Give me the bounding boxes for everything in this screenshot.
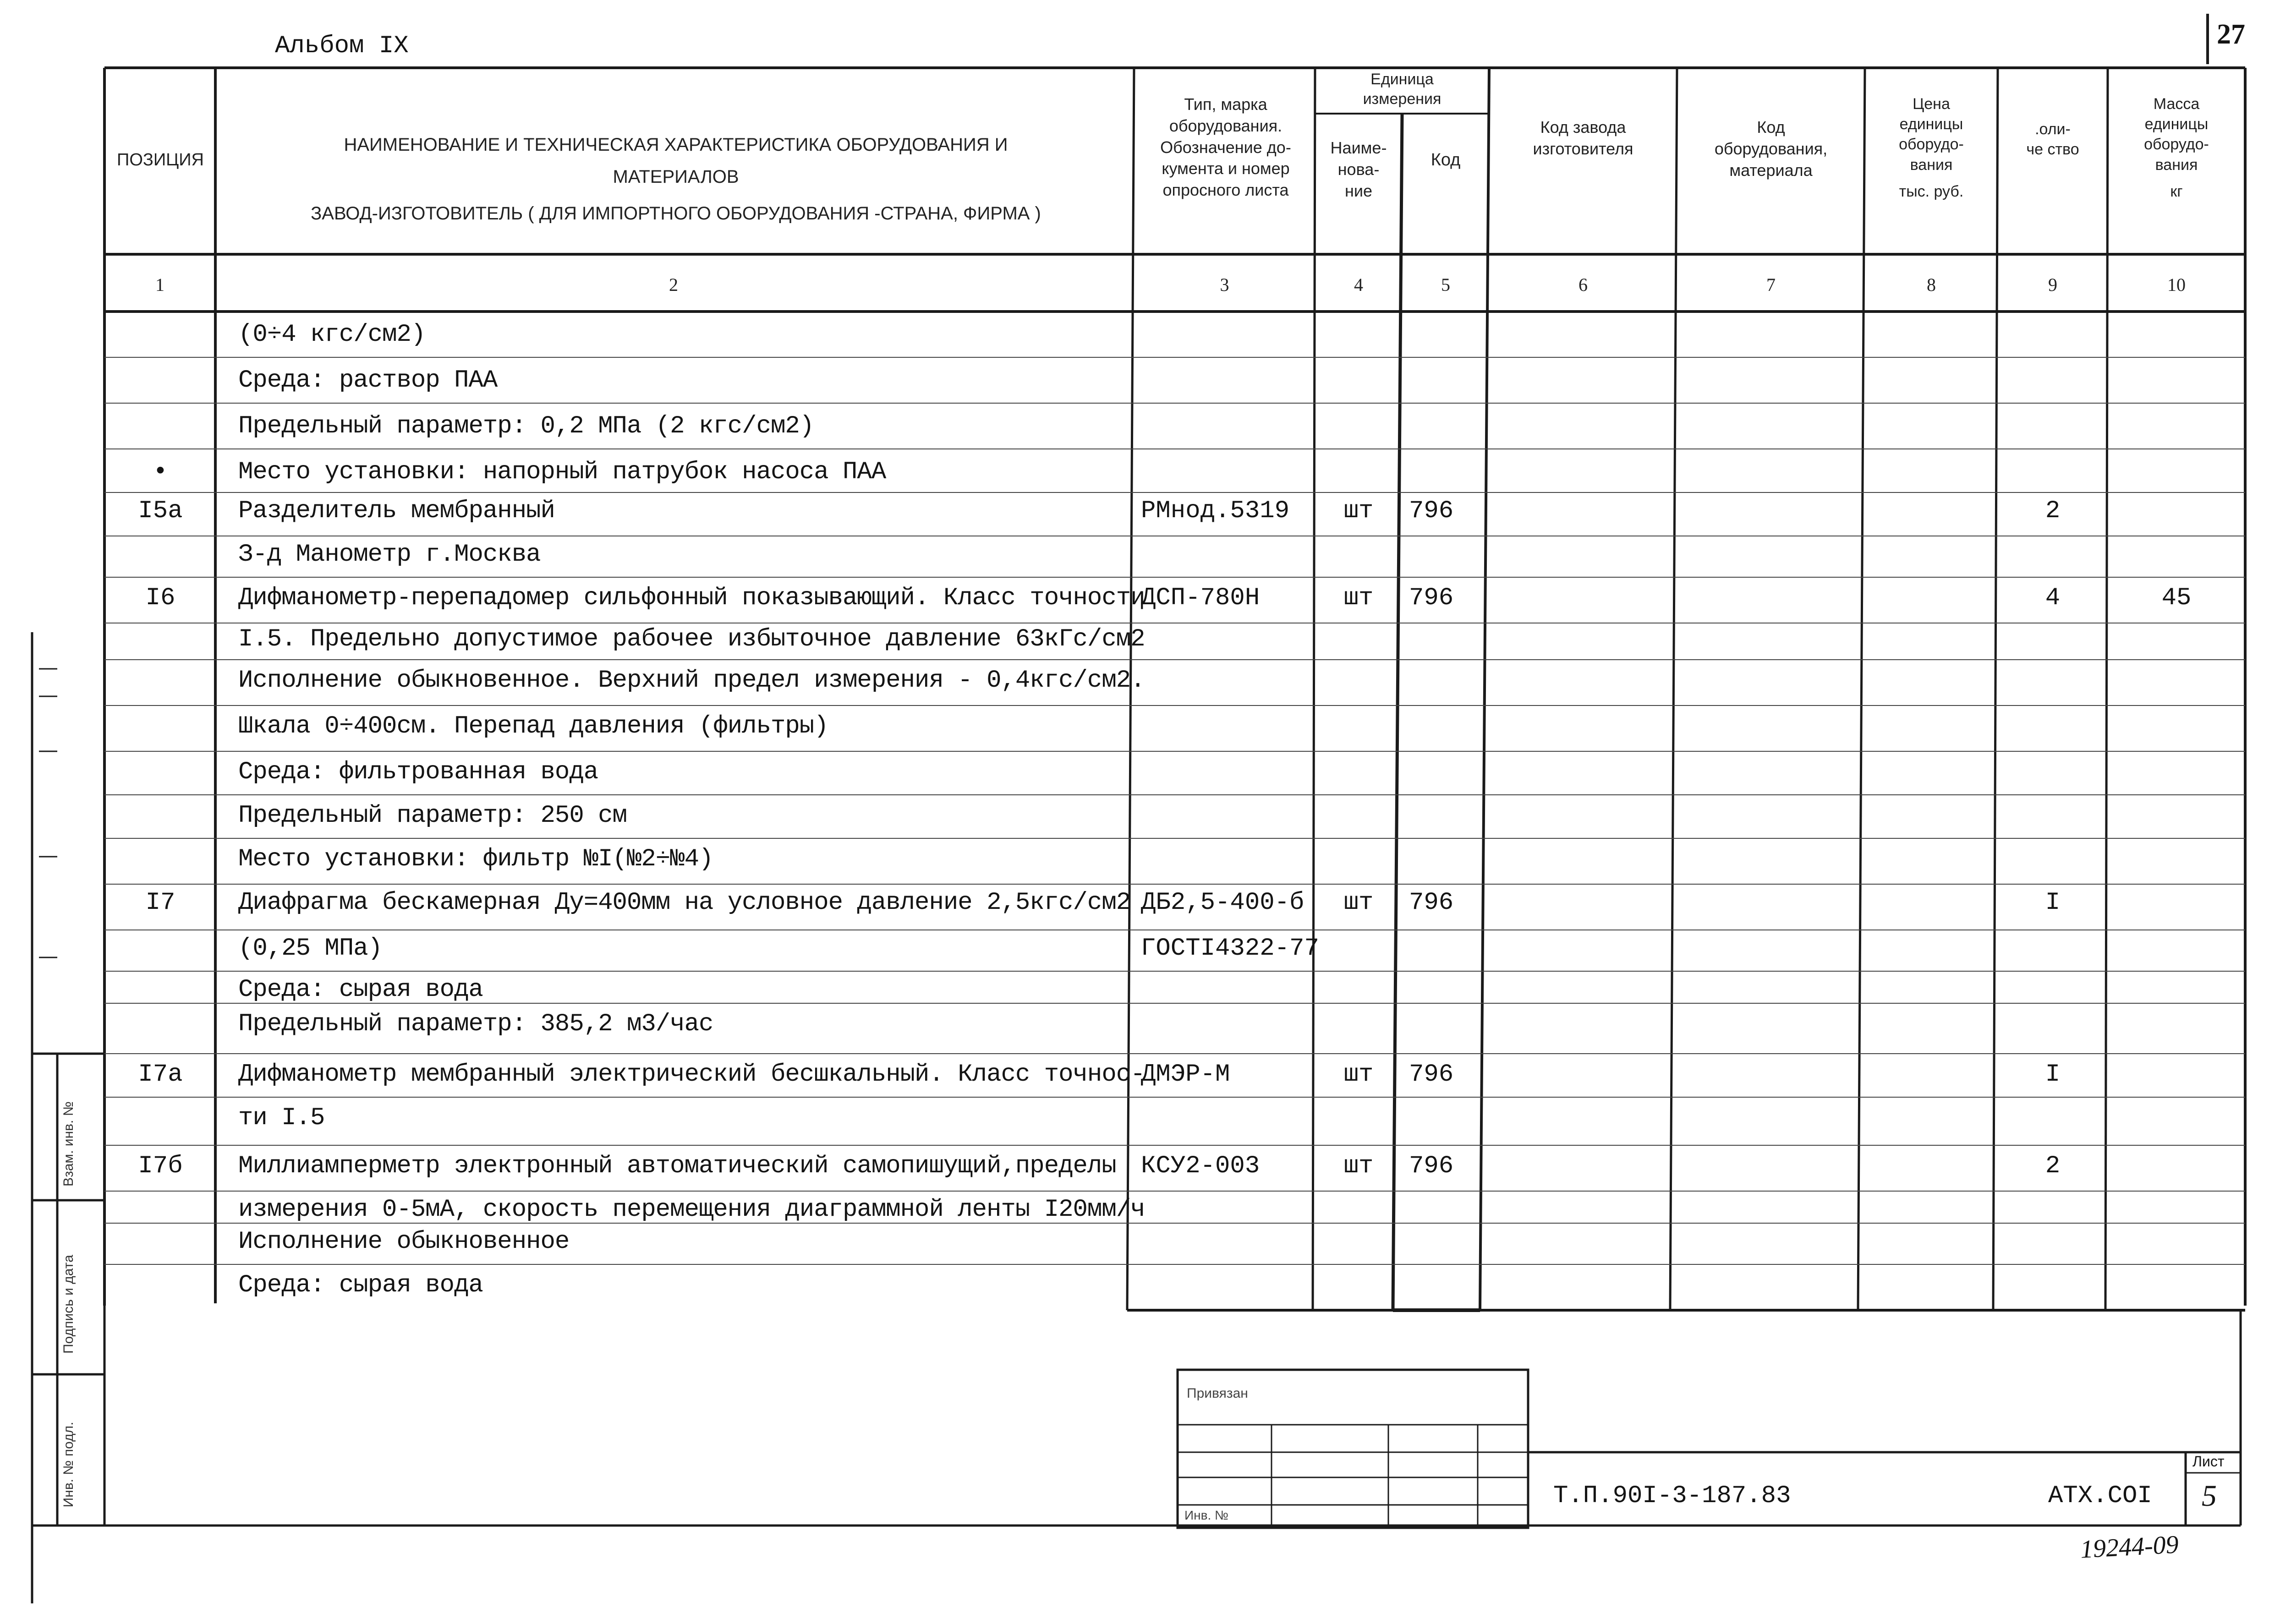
side-label-original-inventory: Инв. № подл.	[61, 1422, 76, 1508]
header-equipment-code-line: материала	[1729, 160, 1813, 180]
header-unit-name-line: нова-	[1337, 159, 1380, 179]
row-type: ГОСТI4322-77	[1141, 935, 1319, 962]
row-name: (0,25 МПа)	[238, 935, 383, 962]
row-name: Среда: сырая вода	[238, 976, 483, 1004]
header-equipment-code-line: оборудования,	[1714, 139, 1828, 158]
row-name: Дифманометр-перепадомер сильфонный показывающий. Класс точности	[238, 584, 1145, 612]
side-label-signature-date: Подпись и дата	[61, 1255, 76, 1354]
row-name: Дифманометр мембранный электрический бесшкальный. Класс точнос-	[238, 1061, 1145, 1088]
header-quantity-line: .оли-	[2035, 120, 2071, 138]
row-name: I.5. Предельно допустимое рабочее избыточное давление 63кГс/см2	[238, 625, 1145, 653]
row-type: КСУ2-003	[1141, 1152, 1260, 1180]
col-number: 10	[2167, 274, 2186, 295]
row-unit: шт	[1343, 1061, 1374, 1088]
col-number: 4	[1354, 274, 1363, 295]
header-mass-line: вания	[2155, 156, 2198, 174]
row-type: ДМЭР-М	[1141, 1061, 1230, 1088]
row-name: Предельный параметр: 385,2 м3/час	[238, 1010, 713, 1038]
header-name	[220, 133, 1132, 225]
row-quantity: 2	[2045, 497, 2061, 525]
col-number: 7	[1766, 274, 1776, 295]
row-quantity: I	[2045, 889, 2061, 917]
col-number: 9	[2048, 274, 2057, 295]
row-name: Исполнение обыкновенное	[238, 1228, 570, 1256]
header-factory-code	[1489, 117, 1677, 160]
row-name: Место установки: фильтр №I(№2÷№4)	[238, 845, 713, 873]
row-unit-code: 796	[1409, 1152, 1454, 1180]
row-name: Исполнение обыкновенное. Верхний предел измерения - 0,4кгс/см2.	[238, 667, 1145, 694]
row-name: З-д Манометр г.Москва	[238, 541, 541, 569]
header-factory-code-line: Код завода	[1540, 118, 1626, 137]
row-quantity: I	[2045, 1061, 2061, 1088]
col-number: 8	[1927, 274, 1936, 295]
row-unit-code: 796	[1409, 584, 1454, 612]
row-position: I5a	[138, 497, 183, 525]
row-unit-code: 796	[1409, 889, 1454, 917]
document-mark: АТХ.СОI	[2048, 1482, 2152, 1510]
row-name: Среда: фильтрованная вода	[238, 758, 598, 786]
document-code: Т.П.90I-3-187.83	[1553, 1482, 1791, 1510]
sheet-number: 5	[2202, 1479, 2217, 1513]
row-name: Разделитель мембранный	[238, 497, 555, 525]
header-type-line: Обозначение до-	[1160, 137, 1291, 157]
header-price-line: единицы	[1899, 115, 1963, 133]
header-mass-line: оборудо-	[2144, 136, 2209, 153]
header-price-line: оборудо-	[1899, 136, 1964, 153]
row-position: I7б	[138, 1152, 183, 1180]
header-price-line: вания	[1910, 156, 1953, 174]
header-unit-group-line: Единица	[1370, 71, 1434, 88]
header-type-line: оборудования.	[1169, 116, 1283, 135]
header-factory-code-line: изготовителя	[1533, 139, 1633, 158]
header-type-line: опросного листа	[1162, 180, 1289, 200]
header-quantity-line: че ство	[2026, 141, 2079, 159]
row-position: I7a	[138, 1061, 183, 1088]
row-quantity: 2	[2045, 1152, 2061, 1180]
header-type-line: Тип, марка	[1184, 95, 1267, 114]
header-type	[1136, 94, 1315, 201]
row-unit-code: 796	[1409, 497, 1454, 525]
sheet-label: Лист	[2192, 1453, 2225, 1470]
row-name: Предельный параметр: 0,2 МПа (2 кгс/см2)	[238, 412, 814, 440]
header-unit-name-line: ние	[1344, 181, 1372, 200]
handwritten-number: 19244-09	[2079, 1530, 2180, 1564]
header-equipment-code-line: Код	[1757, 118, 1785, 137]
header-price-line: тыс. руб.	[1899, 182, 1964, 200]
col-number: 5	[1441, 274, 1450, 295]
row-name: Шкала 0÷400см. Перепад давления (фильтры)	[238, 712, 828, 740]
row-name: ти I.5	[238, 1104, 325, 1132]
header-quantity	[1998, 119, 2108, 159]
row-type: ДСП-780Н	[1141, 584, 1260, 612]
row-unit: шт	[1343, 584, 1374, 612]
row-unit: шт	[1343, 1152, 1374, 1180]
header-unit-name	[1315, 137, 1402, 202]
header-name-line2: МАТЕРИАЛОВ	[613, 167, 739, 187]
header-price-line: Цена	[1913, 95, 1950, 113]
row-position: I6	[145, 584, 175, 612]
col-number: 2	[669, 274, 678, 295]
row-type: ДБ2,5-400-б	[1141, 889, 1304, 917]
row-quantity: 4	[2045, 584, 2061, 612]
stamp-attached-label: Привязан	[1187, 1386, 1248, 1401]
col-number: 6	[1578, 274, 1588, 295]
header-mass	[2108, 94, 2245, 202]
row-name: Место установки: напорный патрубок насоса ПАА	[238, 458, 886, 486]
header-position: ПОЗИЦИЯ	[117, 150, 204, 170]
row-name: Среда: раствор ПАА	[238, 366, 498, 394]
row-unit: шт	[1343, 497, 1374, 525]
header-name-line3: ЗАВОД-ИЗГОТОВИТЕЛЬ ( ДЛЯ ИМПОРТНОГО ОБОРУДОВАНИЯ -СТРАНА, ФИРМА )	[311, 203, 1041, 224]
row-name: Диафрагма бескамерная Ду=400мм на условное давление 2,5кгс/см2	[238, 889, 1131, 917]
sheet-corner-number: 27	[2217, 19, 2245, 50]
row-name: Миллиамперметр электронный автоматический самопишущий,пределы	[238, 1152, 1116, 1180]
row-unit-code: 796	[1409, 1061, 1454, 1088]
side-label-replaced-inventory: Взам. инв. №	[61, 1101, 76, 1187]
header-equipment-code	[1677, 117, 1865, 181]
row-type: РМнод.5319	[1141, 497, 1290, 525]
stamp-inventory-label: Инв. №	[1184, 1508, 1229, 1522]
header-mass-line: единицы	[2144, 115, 2209, 133]
row-mass: 45	[2161, 584, 2192, 612]
header-mass-line: Масса	[2153, 95, 2200, 113]
header-unit-code: Код	[1431, 150, 1461, 170]
header-price	[1865, 94, 1998, 202]
header-unit-group	[1315, 70, 1489, 109]
row-unit: шт	[1343, 889, 1374, 917]
col-number: 3	[1220, 274, 1229, 295]
album-label: Альбом IX	[275, 32, 409, 60]
header-type-line: кумента и номер	[1162, 159, 1290, 178]
row-name: (0÷4 кгс/см2)	[238, 321, 426, 349]
row-name: Предельный параметр: 250 см	[238, 802, 627, 830]
header-name-line1: НАИМЕНОВАНИЕ И ТЕХНИЧЕСКАЯ ХАРАКТЕРИСТИКА ОБОРУДОВАНИЯ И	[344, 135, 1008, 155]
col-number: 1	[155, 274, 164, 295]
header-unit-name-line: Наиме-	[1330, 138, 1387, 157]
header-mass-line: кг	[2170, 182, 2183, 200]
row-position: I7	[145, 889, 175, 917]
header-unit-group-line: измерения	[1363, 90, 1441, 108]
row-name: измерения 0-5мА, скорость перемещения диаграммной ленты I20мм/ч	[238, 1196, 1145, 1224]
row-name: Среда: сырая вода	[238, 1271, 483, 1299]
row-position: •	[153, 458, 168, 486]
